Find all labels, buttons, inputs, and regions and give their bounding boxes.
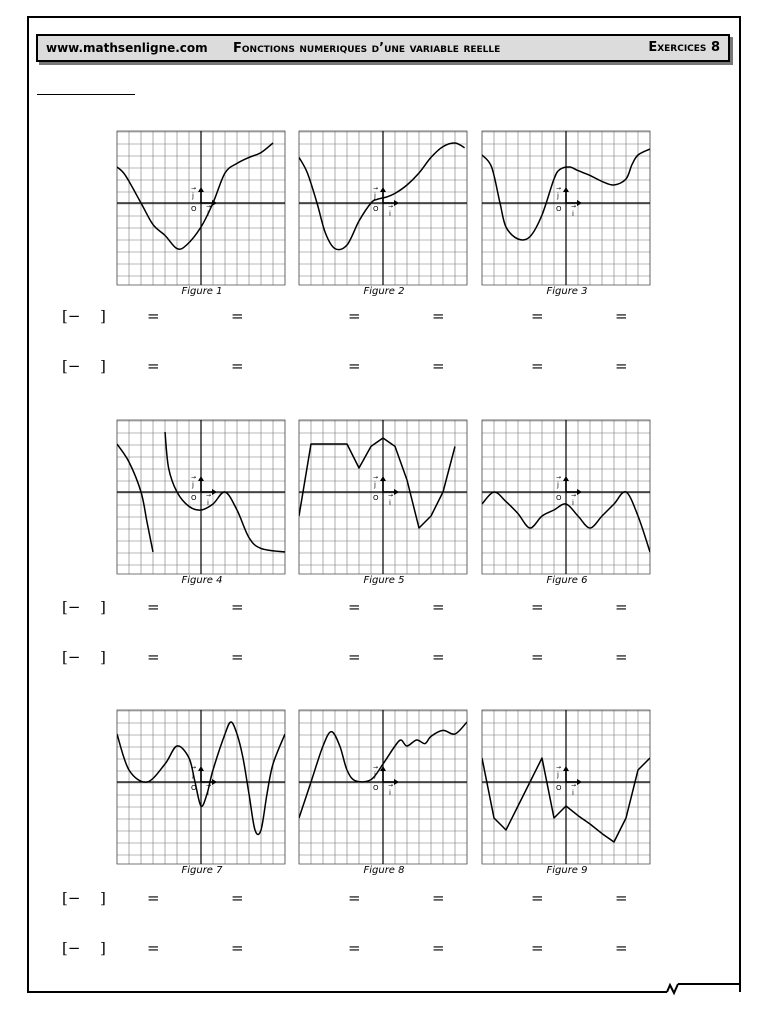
equals-sign: = <box>615 648 628 666</box>
j-arrow-label: → <box>556 764 562 771</box>
equals-sign: = <box>147 357 160 375</box>
equals-sign: = <box>231 939 244 957</box>
i-label: i <box>207 789 209 797</box>
arrow-j-icon <box>563 476 569 481</box>
interval-left-bracket: [− <box>62 357 81 375</box>
figure-caption: Figure 9 <box>546 865 588 876</box>
arrow-i-icon <box>212 489 217 495</box>
figure-6-graph <box>482 420 650 574</box>
i-label: i <box>572 210 574 218</box>
j-label: j <box>192 192 194 200</box>
i-arrow-label: → <box>571 782 577 789</box>
interval-left-bracket: [− <box>62 307 81 325</box>
interval-left-bracket: [− <box>62 939 81 957</box>
arrow-i-icon <box>212 779 217 785</box>
origin-label: O <box>191 494 197 502</box>
equals-sign: = <box>231 598 244 616</box>
origin-label: O <box>373 205 379 213</box>
arrow-j-icon <box>198 187 204 192</box>
equals-sign: = <box>348 357 361 375</box>
figure-2-graph <box>299 131 467 285</box>
figure-7-graph <box>117 710 285 864</box>
interval-right-bracket: ] <box>100 357 106 375</box>
j-label: j <box>557 481 559 489</box>
interval-right-bracket: ] <box>100 598 106 616</box>
origin-label: O <box>191 784 197 792</box>
j-arrow-label: → <box>191 185 197 192</box>
i-label: i <box>207 499 209 507</box>
j-label: j <box>192 481 194 489</box>
equals-sign: = <box>531 307 544 325</box>
j-label: j <box>557 771 559 779</box>
i-label: i <box>389 789 391 797</box>
i-arrow-label: → <box>388 203 394 210</box>
equals-sign: = <box>231 357 244 375</box>
function-curve <box>299 143 465 250</box>
equals-sign: = <box>531 598 544 616</box>
j-label: j <box>192 771 194 779</box>
equals-sign: = <box>231 648 244 666</box>
equals-sign: = <box>531 648 544 666</box>
i-arrow-label: → <box>571 492 577 499</box>
arrow-i-icon <box>577 779 582 785</box>
i-label: i <box>572 789 574 797</box>
figure-caption: Figure 8 <box>363 865 405 876</box>
equals-sign: = <box>432 598 445 616</box>
figure-caption: Figure 2 <box>363 286 405 297</box>
function-curve <box>117 444 153 552</box>
equals-sign: = <box>348 889 361 907</box>
i-arrow-label: → <box>206 492 212 499</box>
j-arrow-label: → <box>191 474 197 481</box>
arrow-j-icon <box>198 476 204 481</box>
equals-sign: = <box>348 307 361 325</box>
figure-1-graph <box>117 131 285 285</box>
arrow-i-icon <box>577 200 582 206</box>
interval-right-bracket: ] <box>100 648 106 666</box>
page-header <box>36 34 730 62</box>
equals-sign: = <box>348 598 361 616</box>
arrow-j-icon <box>198 766 204 771</box>
equals-sign: = <box>147 939 160 957</box>
figure-caption: Figure 1 <box>181 286 223 297</box>
arrow-i-icon <box>577 489 582 495</box>
origin-label: O <box>556 784 562 792</box>
i-arrow-label: → <box>206 782 212 789</box>
equals-sign: = <box>231 889 244 907</box>
equals-sign: = <box>432 307 445 325</box>
function-curve <box>299 438 455 528</box>
figure-caption: Figure 3 <box>546 286 588 297</box>
equals-sign: = <box>615 307 628 325</box>
equals-sign: = <box>348 939 361 957</box>
figure-caption: Figure 7 <box>181 865 223 876</box>
equals-sign: = <box>531 357 544 375</box>
equals-sign: = <box>615 939 628 957</box>
equals-sign: = <box>432 648 445 666</box>
equals-sign: = <box>432 357 445 375</box>
arrow-i-icon <box>394 489 399 495</box>
page-corner-border <box>678 983 741 985</box>
origin-label: O <box>556 205 562 213</box>
header-exercise: Exercices 8 <box>648 40 720 55</box>
equals-sign: = <box>615 598 628 616</box>
arrow-j-icon <box>380 476 386 481</box>
i-arrow-label: → <box>206 203 212 210</box>
equals-sign: = <box>147 598 160 616</box>
title-underline <box>37 94 135 95</box>
j-arrow-label: → <box>373 474 379 481</box>
equals-sign: = <box>147 889 160 907</box>
figure-4-graph <box>117 420 285 574</box>
page-bottom-border <box>27 991 667 993</box>
j-arrow-label: → <box>373 185 379 192</box>
interval-left-bracket: [− <box>62 598 81 616</box>
i-arrow-label: → <box>388 492 394 499</box>
interval-left-bracket: [− <box>62 648 81 666</box>
i-label: i <box>389 499 391 507</box>
arrow-j-icon <box>563 766 569 771</box>
equals-sign: = <box>531 889 544 907</box>
interval-right-bracket: ] <box>100 307 106 325</box>
origin-label: O <box>191 205 197 213</box>
figure-3-graph <box>482 131 650 285</box>
arrow-j-icon <box>380 187 386 192</box>
j-arrow-label: → <box>556 185 562 192</box>
j-arrow-label: → <box>373 764 379 771</box>
figure-8-graph <box>299 710 467 864</box>
origin-label: O <box>373 784 379 792</box>
arrow-j-icon <box>563 187 569 192</box>
origin-label: O <box>556 494 562 502</box>
figure-caption: Figure 5 <box>363 575 405 586</box>
equals-sign: = <box>147 307 160 325</box>
j-arrow-label: → <box>556 474 562 481</box>
interval-left-bracket: [− <box>62 889 81 907</box>
equals-sign: = <box>147 648 160 666</box>
arrow-i-icon <box>394 779 399 785</box>
i-label: i <box>572 499 574 507</box>
i-label: i <box>389 210 391 218</box>
equals-sign: = <box>231 307 244 325</box>
figure-caption: Figure 4 <box>181 575 223 586</box>
i-arrow-label: → <box>571 203 577 210</box>
equals-sign: = <box>615 889 628 907</box>
header-title: Fonctions numeriques d’une variable reelle <box>233 41 501 56</box>
j-arrow-label: → <box>191 764 197 771</box>
equals-sign: = <box>348 648 361 666</box>
figure-caption: Figure 6 <box>546 575 588 586</box>
arrow-i-icon <box>394 200 399 206</box>
j-label: j <box>374 771 376 779</box>
figure-9-graph <box>482 710 650 864</box>
interval-right-bracket: ] <box>100 939 106 957</box>
j-label: j <box>557 192 559 200</box>
j-label: j <box>374 481 376 489</box>
function-curve <box>117 143 273 249</box>
equals-sign: = <box>531 939 544 957</box>
page-corner-notch <box>662 982 682 996</box>
equals-sign: = <box>432 889 445 907</box>
figure-5-graph <box>299 420 467 574</box>
header-site: www.mathsenligne.com <box>46 41 208 55</box>
i-arrow-label: → <box>388 782 394 789</box>
j-label: j <box>374 192 376 200</box>
origin-label: O <box>373 494 379 502</box>
equals-sign: = <box>615 357 628 375</box>
equals-sign: = <box>432 939 445 957</box>
interval-right-bracket: ] <box>100 889 106 907</box>
i-label: i <box>207 210 209 218</box>
